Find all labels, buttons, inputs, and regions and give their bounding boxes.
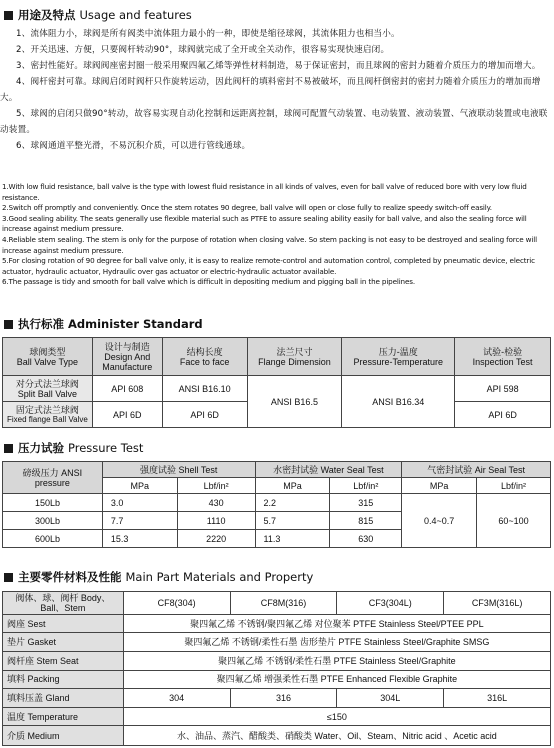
valve-type-cell: 固定式法兰球阀 Fixed flange Ball Valve [3, 402, 93, 428]
face-to-face-cell: API 6D [162, 402, 247, 428]
usage-cn-item: 1、流体阻力小，球阀是所有阀类中流体阻力最小的一种，即使是缩径球阀，其流体阻力也相当小。 [16, 29, 400, 39]
shell-test-header: 强度试验 Shell Test [102, 462, 255, 478]
unit-cell: MPa [402, 478, 477, 494]
standard-header-cell: 法兰尺寸 Flange Dimension [247, 338, 342, 376]
standard-header-cell: 试验-检验 Inspection Test [455, 338, 551, 376]
medium-value: 水、油品、蒸汽、醋酸类、硝酸类 Water、Oil、Steam、Nitric acid 、Acetic acid [123, 726, 550, 746]
usage-en-item: 3.Good sealing ability. The seats generally use flexible material such as PTFE to assure sealing ability easily for ball valve, and also the sealing force will increase against medium pressure. [2, 213, 527, 234]
value-cell: 1110 [177, 512, 255, 530]
air-lbf-cell: 60~100 [477, 494, 551, 548]
material-value: 聚四氟乙烯 增强柔性石墨 PTFE Enhanced Flexible Graphite [123, 670, 550, 689]
usage-section-title [4, 7, 192, 23]
row-label: 阀座 Sest [3, 614, 124, 633]
usage-cn-item: 6、球阀通道平整光滑，不易沉积介质，可以进行管线通球。 [16, 141, 251, 151]
face-to-face-cell: ANSI B16.10 [162, 376, 247, 402]
value-cell: 7.7 [102, 512, 177, 530]
table-row [3, 494, 551, 512]
value-cell: 430 [177, 494, 255, 512]
standard-header-cell: 球阀类型 Ball Valve Type [3, 338, 93, 376]
water-test-header: 水密封试验 Water Seal Test [255, 462, 402, 478]
gland-cell: 316L [444, 689, 551, 708]
standard-title-cn: 执行标准 [18, 317, 64, 331]
inspection-cell: API 598 [455, 376, 551, 402]
grade-cell: CF8(304) [123, 592, 230, 615]
design-cell: API 608 [92, 376, 162, 402]
usage-cn-item: 2、开关迅速、方便，只要阀杆转动90°，球阀就完成了全开或全关动作，很容易实现快速启闭。 [16, 45, 390, 55]
table-row [3, 633, 551, 652]
gland-cell: 304 [123, 689, 230, 708]
pressure-title-en: Pressure Test [68, 441, 144, 455]
material-value: 聚四氟乙烯 不锈钢/柔性石墨 齿形垫片 PTFE Stainless Steel/Graphite SMSG [123, 633, 550, 652]
unit-cell: Lbf/in² [330, 478, 402, 494]
unit-cell: Lbf/in² [477, 478, 551, 494]
value-cell: 815 [330, 512, 402, 530]
row-label: 介质 Medium [3, 726, 124, 746]
value-cell: 3.0 [102, 494, 177, 512]
usage-cn-list [0, 26, 552, 154]
grade-cell: CF3(304L) [337, 592, 444, 615]
unit-cell: MPa [255, 478, 330, 494]
class-cell: 150Lb [3, 494, 103, 512]
material-value: 聚四氟乙烯 不锈钢/聚四氟乙烯 对位聚苯 PTFE Stainless Steel/PTEE PPL [123, 614, 550, 633]
table-row [3, 614, 551, 633]
standard-table [2, 337, 551, 428]
materials-title-en: Main Part Materials and Property [125, 570, 314, 584]
usage-en-item: 6.The passage is tidy and smooth for ball valve which is difficult in depositing medium and pigging ball in the pipelines. [2, 277, 415, 287]
usage-en-item: 4.Reliable stem sealing. The stem is only for the purpose of rotation when closing valve. So stem packing is not easy to be destroyed and sealing force will increase against medium pressure. [2, 234, 537, 255]
standard-header-cell: 压力-温度 Pressure-Temperature [342, 338, 455, 376]
inspection-cell: API 6D [455, 402, 551, 428]
row-label: 垫片 Gasket [3, 633, 124, 652]
air-test-header: 气密封试验 Air Seal Test [402, 462, 551, 478]
gland-cell: 316 [230, 689, 337, 708]
usage-en-list [2, 182, 552, 288]
materials-table [2, 591, 551, 746]
table-row [3, 670, 551, 689]
pressure-class-header: 磅级压力 ANSI pressure [3, 462, 103, 494]
design-cell: API 6D [92, 402, 162, 428]
usage-cn-item: 5、球阀的启闭只做90°转动，故容易实现自动化控制和远距离控制，球阀可配置气动装置、电动装置、液动装置、气液联动装置或电液联动装置。 [0, 109, 548, 135]
table-row [3, 707, 551, 726]
square-bullet-icon [4, 11, 13, 20]
value-cell: 15.3 [102, 530, 177, 548]
row-label: 阀杆座 Stem Seat [3, 651, 124, 670]
table-row [3, 689, 551, 708]
usage-en-item: 1.With low fluid resistance, ball valve is the type with lowest fluid resistance in all kinds of valves, even for ball valve of reduced bore with very low fluid resistance. [2, 182, 527, 202]
pressure-table [2, 461, 551, 548]
grade-cell: CF3M(316L) [444, 592, 551, 615]
pressure-section-title [4, 440, 143, 456]
usage-en-item: 2.Switch off promptly and conveniently. Once the stem rotates 90 degree, ball valve will open or close fully to realize speedy switch-off easily. [2, 203, 492, 213]
value-cell: 5.7 [255, 512, 330, 530]
value-cell: 11.3 [255, 530, 330, 548]
unit-cell: MPa [102, 478, 177, 494]
value-cell: 630 [330, 530, 402, 548]
flange-cell: ANSI B16.5 [247, 376, 342, 428]
standard-header-cell: 结构长度 Face to face [162, 338, 247, 376]
table-row [3, 651, 551, 670]
standard-title-en: Administer Standard [68, 317, 203, 331]
row-label: 填料 Packing [3, 670, 124, 689]
table-row [3, 726, 551, 746]
usage-title-cn: 用途及特点 [18, 8, 76, 22]
class-cell: 600Lb [3, 530, 103, 548]
body-ball-stem-header: 阀体、球、阀杆 Body、Ball、Stem [3, 592, 124, 615]
pressure-temperature-cell: ANSI B16.34 [342, 376, 455, 428]
temperature-value: ≤150 [123, 707, 550, 726]
materials-title-cn: 主要零件材料及性能 [18, 570, 122, 584]
unit-cell: Lbf/in² [177, 478, 255, 494]
material-value: 聚四氟乙烯 不锈钢/柔性石墨 PTFE Stainless Steel/Graphite [123, 651, 550, 670]
row-label: 填料压盖 Gland [3, 689, 124, 708]
usage-title-en: Usage and features [79, 8, 192, 22]
pressure-title-cn: 压力试验 [18, 441, 64, 455]
value-cell: 2220 [177, 530, 255, 548]
grade-cell: CF8M(316) [230, 592, 337, 615]
air-mpa-cell: 0.4~0.7 [402, 494, 477, 548]
pressure-header-row [3, 462, 551, 478]
table-row [3, 376, 551, 402]
materials-header-row [3, 592, 551, 615]
usage-cn-item: 3、密封性能好。球阀阀座密封圈一般采用聚四氟乙烯等弹性材料制造，易于保证密封，而且球阀的密封力随着介质压力的增加而增大。 [16, 61, 541, 71]
standard-header-cell: 设计与制造 Design And Manufacture [92, 338, 162, 376]
value-cell: 2.2 [255, 494, 330, 512]
usage-cn-item: 4、阀杆密封可靠。球阀启闭时阀杆只作旋转运动，因此阀杆的填料密封不易被破坏，而且阀杆倒密封的密封力随着介质压力的增加而增大。 [0, 77, 541, 103]
valve-type-cell: 对分式法兰球阀 Split Ball Valve [3, 376, 93, 402]
square-bullet-icon [4, 320, 13, 329]
class-cell: 300Lb [3, 512, 103, 530]
materials-section-title [4, 569, 313, 585]
gland-cell: 304L [337, 689, 444, 708]
usage-en-item: 5.For closing rotation of 90 degree for ball valve only, it is easy to realize remote-control and automation control, completed by pneumatic device, electric actuator, hydraulic actuator, Hydraulic over gas actuator or electric-hydraulic actuator available. [2, 256, 535, 276]
square-bullet-icon [4, 573, 13, 582]
square-bullet-icon [4, 444, 13, 453]
row-label: 温度 Temperature [3, 707, 124, 726]
standard-header-row [3, 338, 551, 376]
standard-section-title [4, 316, 203, 332]
value-cell: 315 [330, 494, 402, 512]
